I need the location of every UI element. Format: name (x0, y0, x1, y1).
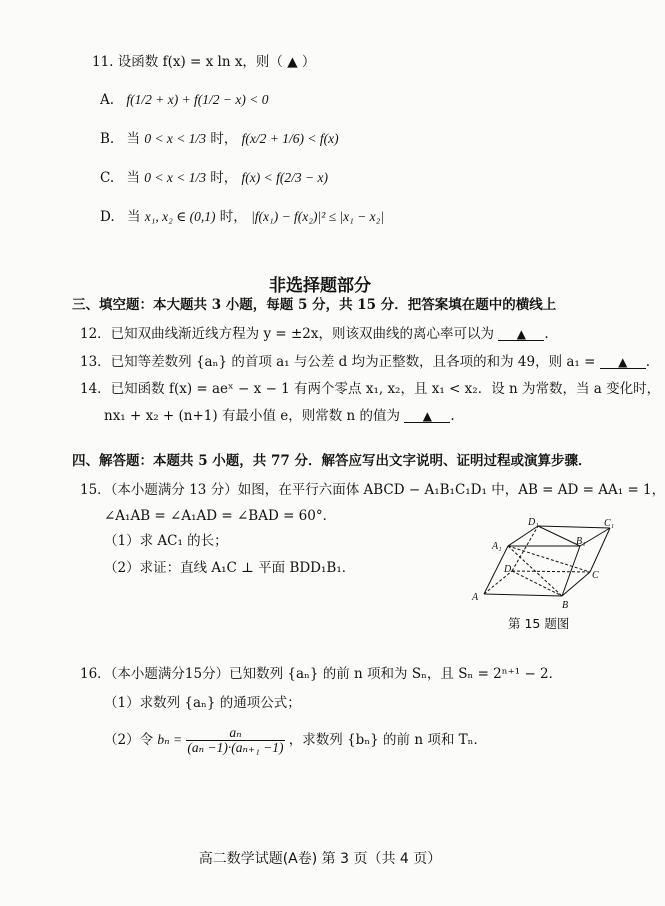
q16-line1: 16．（本小题满分15分）已知数列 {aₙ} 的前 n 项和为 Sₙ，且 Sₙ = 2ⁿ⁺¹ − 2． (80, 666, 563, 682)
q15-line2: ∠A₁AB = ∠A₁AD = ∠BAD = 60°． (104, 508, 337, 524)
q12: 12．已知双曲线渐近线方程为 y = ±2x，则该双曲线的离心率可以为 ▲ . (80, 326, 549, 342)
option-b-condition: 0 < x < 1/3 (144, 131, 207, 146)
q15-line1: 15．（本小题满分 13 分）如图，在平行六面体 ABCD − A₁B₁C₁D₁ 中，AB = AD = AA₁ = 1， (80, 482, 665, 498)
q16-bn: bₙ = (157, 732, 183, 748)
fig-label-c1: C₁ (604, 518, 615, 529)
option-d-label: D. (100, 209, 115, 225)
option-c-condition: 0 < x < 1/3 (144, 170, 206, 185)
q16-sub2-pre: （2）令 (104, 732, 154, 749)
q11-option-c (100, 171, 328, 186)
q11-option-d (100, 210, 384, 225)
option-b-pre: 当 (126, 131, 141, 147)
option-c-pre: 当 (126, 170, 140, 186)
q12-text: 12．已知双曲线渐近线方程为 y = ±2x，则该双曲线的离心率可以为 (80, 326, 495, 342)
fig-label-a: A (472, 592, 479, 603)
option-b-label: B. (100, 131, 115, 147)
fig-label-a1: A₁ (492, 541, 502, 552)
q11-option-b (100, 132, 339, 147)
q11-stem (92, 56, 315, 70)
section-title: 非选择题部分 (269, 276, 371, 296)
q14-answer-blank[interactable]: ▲ (404, 410, 450, 423)
option-a-expr: f(1/2 + x) + f(1/2 − x) < 0 (126, 92, 269, 107)
fig-label-b1: B₁ (576, 536, 586, 547)
q13-text: 13．已知等差数列 {aₙ} 的首项 a₁ 与公差 d 均为正整数，且各项的和为 49，则 a₁ = (80, 354, 596, 370)
option-d-pre: 当 (126, 209, 141, 225)
option-a-label: A. (100, 92, 115, 108)
q15-figure-caption: 第 15 题图 (508, 616, 570, 631)
q16-sub2-post: ，求数列 {bₙ} 的前 n 项和 Tₙ． (288, 732, 487, 749)
option-c-when: 时， (210, 170, 238, 186)
part4-heading: 四、解答题：本题共 5 小题，共 77 分．解答应写出文字说明、证明过程或演算步骤． (72, 453, 592, 469)
option-c-label: C. (100, 170, 115, 186)
option-d-when: 时， (219, 209, 247, 225)
fig-label-c: C (592, 570, 599, 581)
q13: 13．已知等差数列 {aₙ} 的首项 a₁ 与公差 d 均为正整数，且各项的和为 49，则 a₁ = ▲ . (80, 354, 651, 370)
fig-label-d1: D₁ (528, 517, 539, 528)
q15-sub2: （2）求证：直线 A₁C ⊥ 平面 BDD₁B₁． (104, 560, 356, 576)
q11-number: 11. (92, 54, 114, 70)
q11-option-a (100, 93, 269, 108)
option-b-when: 时， (210, 131, 238, 147)
option-c-expr: f(x) < f(2/3 − x) (241, 170, 328, 185)
q14-line1: 14．已知函数 f(x) = aeˣ − x − 1 有两个零点 x₁, x₂，且 x₁ < x₂．设 n 为常数，当 a 变化时， (80, 381, 661, 397)
q12-answer-blank[interactable]: ▲ (498, 328, 544, 341)
option-d-condition: x₁, x₂ ∈ (0,1) (144, 209, 216, 224)
option-d-expr: |f(x₁) − f(x₂)|² ≤ |x₁ − x₂| (251, 209, 385, 224)
q13-answer-blank[interactable]: ▲ (600, 356, 646, 369)
fig-label-b: B (562, 600, 569, 611)
part3-heading: 三、填空题：本大题共 3 小题，每题 5 分，共 15 分．把答案填在题中的横线上 (72, 297, 557, 313)
q15-figure (470, 516, 620, 626)
q15-sub1: （1）求 AC₁ 的长； (104, 533, 228, 549)
fig-label-d: D (504, 564, 512, 575)
page-footer: 高二数学试题(A卷) 第 3 页（共 4 页） (198, 851, 442, 867)
q16-frac-numerator: aₙ (186, 726, 284, 741)
q16-fraction (186, 726, 284, 755)
option-b-expr: f(x/2 + 1/6) < f(x) (241, 131, 339, 146)
q16-frac-denominator: (aₙ −1)·(aₙ₊₁ −1) (187, 740, 284, 756)
q11-text: 设函数 f(x) = x ln x，则（ ▲ ） (117, 54, 316, 70)
q16-sub2 (104, 726, 487, 755)
q14-line2: nx₁ + x₂ + (n+1) 有最小值 e，则常数 n 的值为 ▲ . (104, 408, 455, 424)
q16-sub1: （1）求数列 {aₙ} 的通项公式； (104, 695, 301, 711)
q14-text: nx₁ + x₂ + (n+1) 有最小值 e，则常数 n 的值为 (104, 408, 401, 424)
